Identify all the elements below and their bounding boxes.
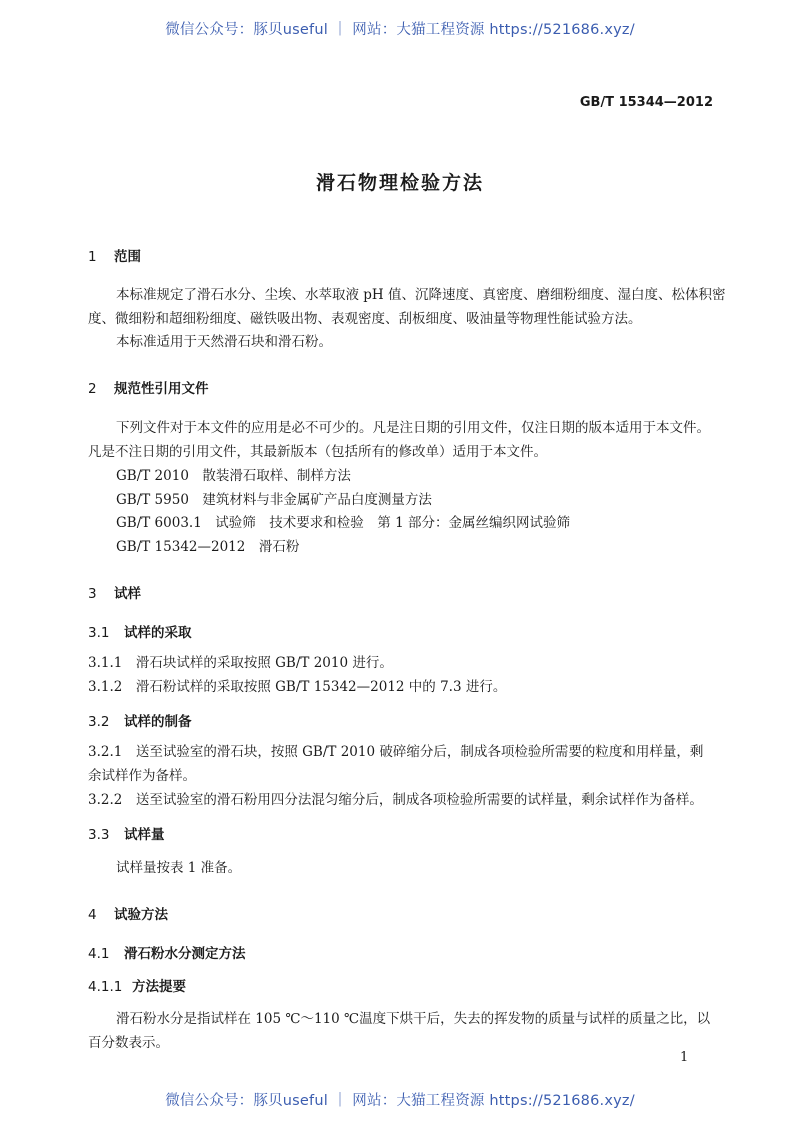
subsection-3-2-heading <box>88 710 192 730</box>
paragraph: 滑石粉水分是指试样在 105 ℃～110 ℃温度下烘干后，失去的挥发物的质量与试样的质量之比，以 <box>116 1011 711 1027</box>
section-4-heading <box>88 903 168 923</box>
section-number: 4.1 <box>88 946 110 962</box>
section-title: 试验方法 <box>114 907 168 923</box>
section-title: 试样的采取 <box>124 625 192 641</box>
clause-3-1-2: 3.1.2 滑石粉试样的采取按照 GB/T 15342—2012 中的 7.3 进行。 <box>88 679 507 695</box>
subsection-3-3-heading <box>88 823 165 843</box>
clause-continuation: 余试样作为备样。 <box>88 768 196 784</box>
section-title: 试样的制备 <box>124 714 192 730</box>
reference-item: GB/T 6003.1 试验筛 技术要求和检验 第 1 部分：金属丝编织网试验筛 <box>116 515 570 531</box>
subsection-4-1-1-heading <box>88 975 186 995</box>
paragraph: 度、微细粉和超细粉细度、磁铁吸出物、表观密度、刮板细度、吸油量等物理性能试验方法。 <box>88 311 642 327</box>
clause-3-2-1: 3.2.1 送至试验室的滑石块，按照 GB/T 2010 破碎缩分后，制成各项检验所需要的粒度和用样量，剩 <box>88 744 704 760</box>
section-number: 3.1 <box>88 625 110 641</box>
section-title: 滑石粉水分测定方法 <box>124 946 246 962</box>
section-number: 4 <box>88 907 97 923</box>
reference-item: GB/T 15342—2012 滑石粉 <box>116 539 300 555</box>
clause-3-2-2: 3.2.2 送至试验室的滑石粉用四分法混匀缩分后，制成各项检验所需要的试样量，剩余试样作为备样。 <box>88 792 703 808</box>
section-number: 4.1.1 <box>88 979 123 995</box>
section-3-heading <box>88 582 141 602</box>
section-2-heading <box>88 377 209 397</box>
paragraph: 百分数表示。 <box>88 1035 169 1051</box>
reference-item: GB/T 5950 建筑材料与非金属矿产品白度测量方法 <box>116 492 432 508</box>
subsection-3-1-heading <box>88 621 192 641</box>
section-title: 方法提要 <box>132 979 186 995</box>
section-number: 1 <box>88 249 97 265</box>
subsection-4-1-heading <box>88 942 246 962</box>
paragraph: 凡是不注日期的引用文件，其最新版本（包括所有的修改单）适用于本文件。 <box>88 444 547 460</box>
standard-code: GB/T 15344—2012 <box>579 95 713 110</box>
section-number: 3.3 <box>88 827 110 843</box>
paragraph: 本标准适用于天然滑石块和滑石粉。 <box>116 334 332 350</box>
section-title: 试样 <box>114 586 141 602</box>
watermark-top: 微信公众号：豚贝useful ｜ 网站：大猫工程资源 https://521686.xyz/ <box>165 22 635 38</box>
paragraph: 试样量按表 1 准备。 <box>116 860 242 876</box>
document-title: 滑石物理检验方法 <box>315 172 484 194</box>
section-1-heading <box>88 245 141 265</box>
section-number: 3 <box>88 586 97 602</box>
section-title: 规范性引用文件 <box>114 381 209 397</box>
page-number: 1 <box>680 1050 689 1065</box>
watermark-bottom: 微信公众号：豚贝useful ｜ 网站：大猫工程资源 https://521686.xyz/ <box>165 1093 635 1109</box>
paragraph: 下列文件对于本文件的应用是必不可少的。凡是注日期的引用文件，仅注日期的版本适用于本文件。 <box>116 420 710 436</box>
paragraph: 本标准规定了滑石水分、尘埃、水萃取液 pH 值、沉降速度、真密度、磨细粉细度、湿白度、松体积密 <box>116 287 726 303</box>
section-title: 范围 <box>114 249 141 265</box>
clause-3-1-1: 3.1.1 滑石块试样的采取按照 GB/T 2010 进行。 <box>88 655 393 671</box>
section-number: 2 <box>88 381 97 397</box>
section-title: 试样量 <box>124 827 165 843</box>
reference-item: GB/T 2010 散装滑石取样、制样方法 <box>116 468 351 484</box>
section-number: 3.2 <box>88 714 110 730</box>
